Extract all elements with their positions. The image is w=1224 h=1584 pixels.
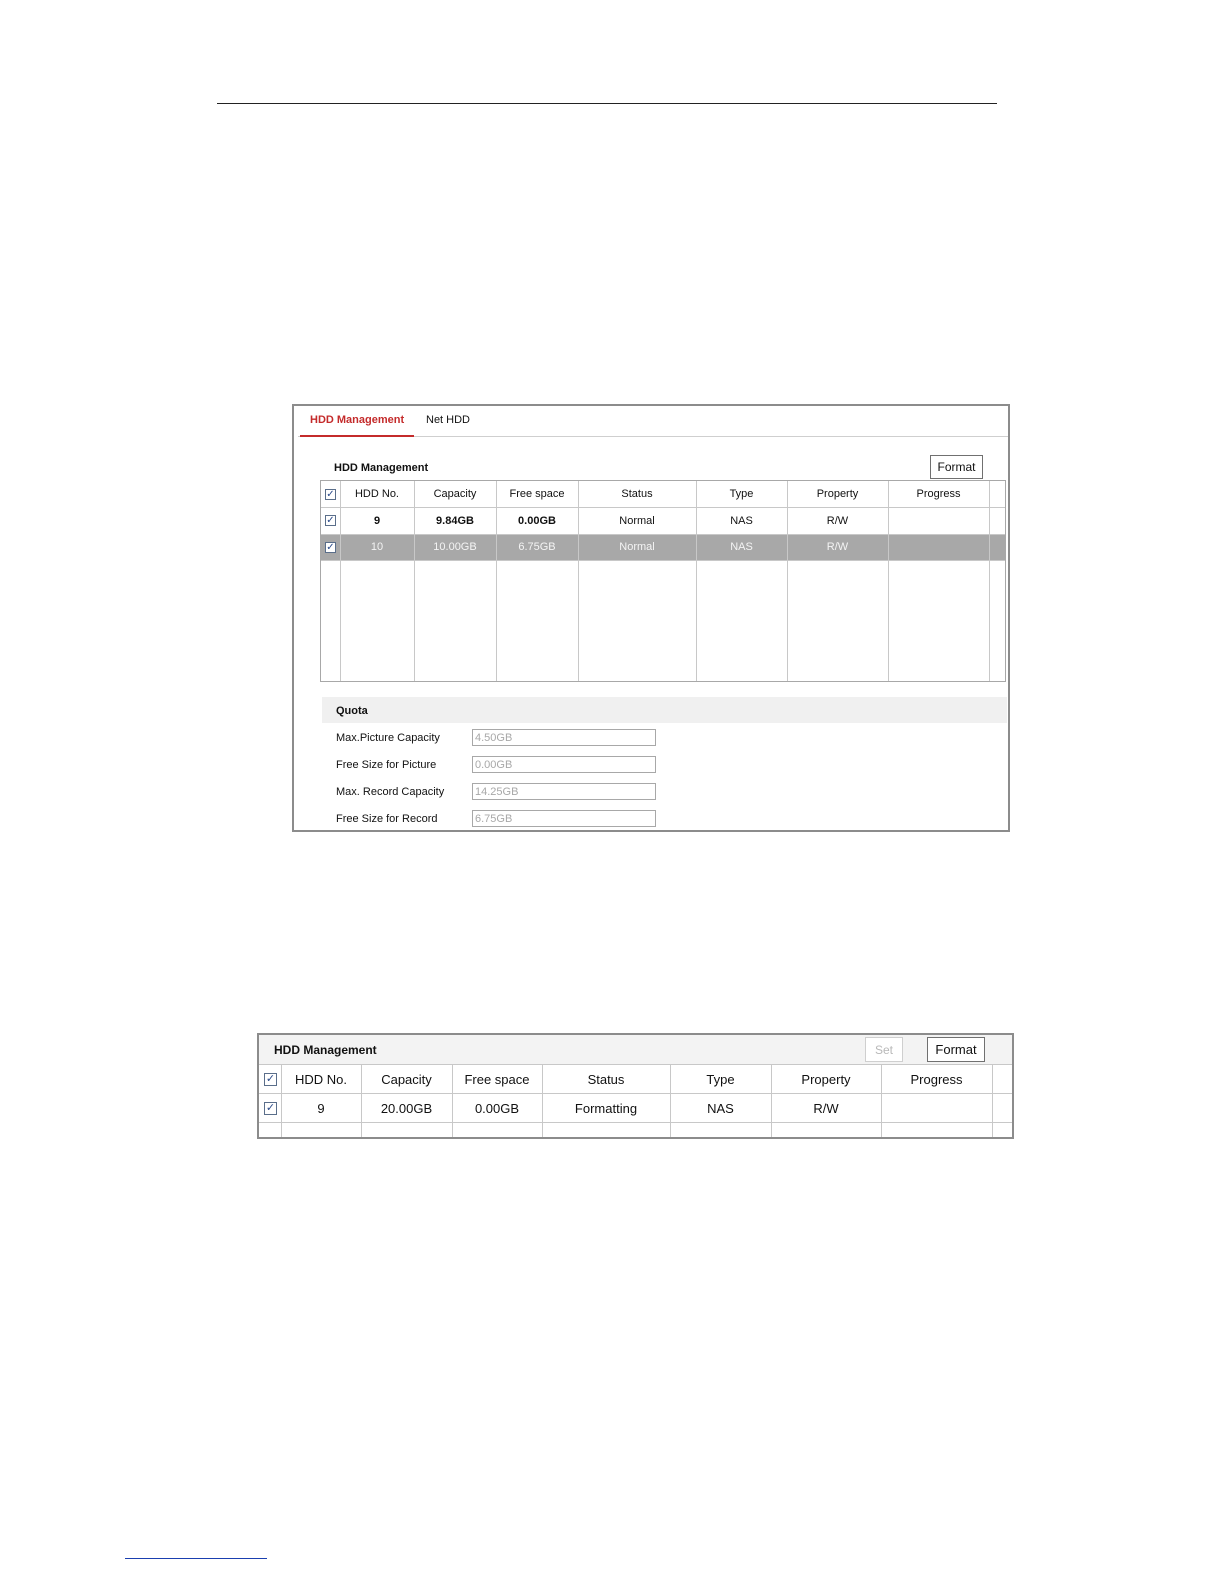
quota-label: Max.Picture Capacity — [336, 732, 440, 744]
column-header: Type — [729, 488, 754, 500]
format-button[interactable]: Format — [930, 455, 983, 479]
set-button[interactable]: Set — [865, 1037, 903, 1062]
hdd-table — [259, 1064, 1012, 1137]
col-divider — [787, 481, 788, 681]
col-divider — [578, 481, 579, 681]
free-size-picture-input[interactable] — [472, 756, 656, 773]
table-cell[interactable]: R/W — [813, 1101, 839, 1116]
column-header: Free space — [464, 1072, 530, 1087]
quota-label: Max. Record Capacity — [336, 786, 445, 798]
row-checkbox[interactable]: ✓ — [265, 1102, 276, 1114]
tab-hdd-management[interactable]: HDD Management — [310, 414, 405, 426]
max-picture-capacity-input[interactable] — [472, 729, 656, 746]
quota-label: Free Size for Picture — [336, 759, 437, 771]
row-divider — [259, 1122, 1012, 1123]
row-divider — [321, 560, 1005, 561]
table-cell[interactable]: Normal — [619, 541, 655, 553]
row-checkbox[interactable]: ✓ — [326, 515, 335, 526]
table-cell[interactable]: Normal — [619, 515, 655, 527]
hdd-management-formatting-panel — [257, 1033, 1014, 1139]
section-title-hdd-management: HDD Management — [274, 1043, 377, 1057]
hdd-management-panel — [292, 404, 1010, 832]
select-all-checkbox[interactable]: ✓ — [326, 489, 335, 500]
column-header: HDD No. — [294, 1072, 347, 1087]
tab-bar — [298, 410, 1008, 437]
max-record-capacity-input[interactable] — [472, 783, 656, 800]
column-header: Status — [621, 488, 653, 500]
table-cell[interactable]: NAS — [707, 1101, 734, 1116]
column-header: Capacity — [433, 488, 477, 500]
select-all-checkbox[interactable]: ✓ — [265, 1073, 276, 1085]
table-cell[interactable]: 6.75GB — [518, 541, 556, 553]
active-tab-indicator — [300, 435, 414, 437]
col-divider — [888, 481, 889, 681]
table-cell[interactable]: 20.00GB — [380, 1101, 433, 1116]
column-header: HDD No. — [354, 488, 399, 500]
column-header: Status — [587, 1072, 625, 1087]
column-header: Capacity — [381, 1072, 432, 1087]
table-cell[interactable]: 10.00GB — [433, 541, 477, 553]
page-header-rule — [217, 103, 997, 104]
col-divider — [989, 481, 990, 681]
col-divider — [496, 481, 497, 681]
column-header: Progress — [916, 488, 961, 500]
format-button[interactable]: Format — [927, 1037, 985, 1062]
column-header: Free space — [509, 488, 565, 500]
col-divider — [340, 481, 341, 681]
table-cell[interactable]: 9.84GB — [436, 515, 474, 527]
table-cell[interactable]: 0.00GB — [518, 515, 556, 527]
quota-title: Quota — [336, 705, 368, 717]
column-header: Type — [706, 1072, 735, 1087]
table-cell[interactable]: R/W — [826, 515, 849, 527]
table-cell[interactable]: 10 — [370, 541, 384, 553]
column-header: Property — [816, 488, 859, 500]
table-cell[interactable]: 9 — [373, 515, 381, 527]
table-cell[interactable]: Formatting — [574, 1101, 638, 1116]
section-title-hdd-management: HDD Management — [334, 462, 429, 474]
quota-section-header — [322, 697, 1007, 723]
col-divider — [414, 481, 415, 681]
row-divider — [259, 1093, 1012, 1094]
row-divider — [321, 507, 1005, 508]
table-cell[interactable]: NAS — [730, 515, 753, 527]
table-cell[interactable]: R/W — [826, 541, 849, 553]
row-divider — [321, 534, 1005, 535]
tab-net-hdd[interactable]: Net HDD — [426, 414, 471, 426]
free-size-record-input[interactable] — [472, 810, 656, 827]
col-divider — [992, 1064, 993, 1137]
table-cell[interactable]: 9 — [317, 1101, 325, 1116]
col-divider — [696, 481, 697, 681]
table-cell[interactable]: NAS — [730, 541, 753, 553]
quota-label: Free Size for Record — [336, 813, 438, 825]
column-header: Progress — [910, 1072, 963, 1087]
table-cell[interactable]: 0.00GB — [474, 1101, 520, 1116]
row-checkbox[interactable]: ✓ — [326, 542, 335, 553]
footer-rule — [125, 1558, 267, 1559]
column-header: Property — [801, 1072, 851, 1087]
hdd-table — [320, 480, 1006, 682]
